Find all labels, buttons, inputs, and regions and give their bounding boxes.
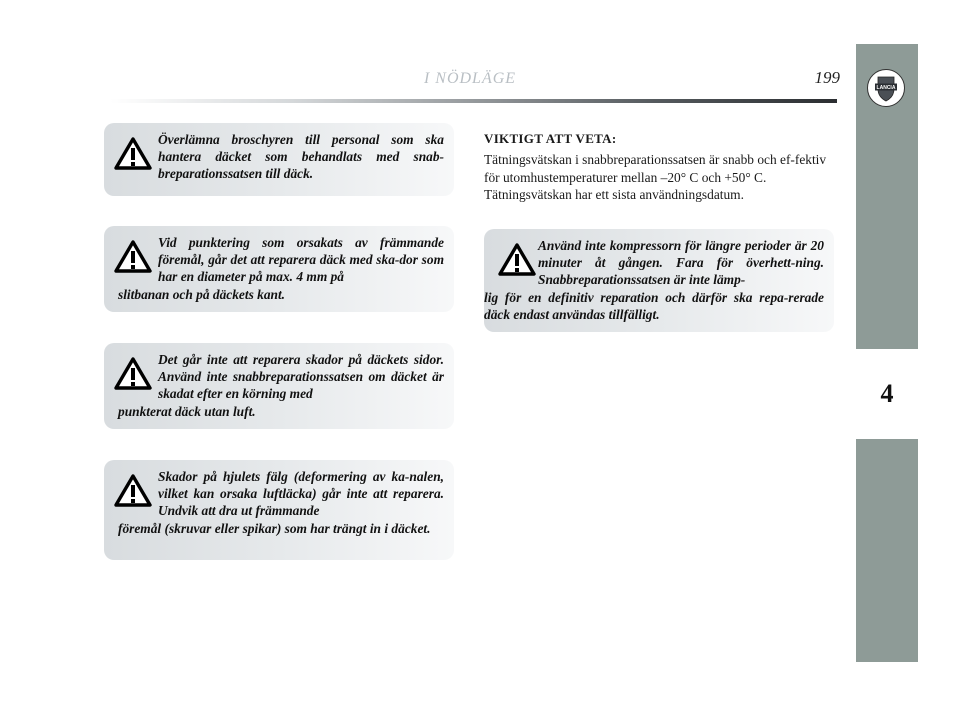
warning-text: Skador på hjulets fälg (deformering av ka-nalen, vilket kan orsaka luftläcka) går inte att reparera. Undvik att dra ut främmande bbox=[158, 469, 444, 519]
warning-box bbox=[104, 123, 454, 196]
warning-box bbox=[484, 229, 834, 332]
section-heading: VIKTIGT ATT VETA: bbox=[484, 131, 617, 146]
warning-triangle-icon bbox=[114, 137, 152, 171]
chapter-number: 4 bbox=[880, 379, 894, 408]
warning-text: Vid punktering som orsakats av främmande föremål, går det att reparera däck med ska-dor som har en diameter på max. 4 mm på bbox=[158, 235, 444, 285]
warning-triangle-icon bbox=[114, 357, 152, 391]
header-rule bbox=[110, 99, 837, 103]
warning-text-continued: föremål (skruvar eller spikar) som har trängt in i däcket. bbox=[118, 520, 431, 536]
warning-text-continued: slitbanan och på däckets kant. bbox=[118, 286, 286, 302]
warning-triangle-icon bbox=[114, 474, 152, 508]
warning-text: Det går inte att reparera skador på däckets sidor. Använd inte snabbreparationssatsen om däcket är skadat efter en körning med bbox=[158, 352, 444, 402]
warning-text-continued: punkterat däck utan luft. bbox=[118, 403, 256, 419]
lancia-shield-icon bbox=[866, 68, 906, 108]
side-tab-strip bbox=[856, 44, 918, 662]
warning-triangle-icon bbox=[114, 240, 152, 274]
warning-box bbox=[104, 226, 454, 312]
logo-text: LANCIA bbox=[876, 85, 896, 91]
warning-box bbox=[104, 343, 454, 429]
warning-text-continued: lig för en definitiv reparation och därför ska repa-rerade däck endast användas tillfälligt. bbox=[484, 289, 824, 322]
chapter-tab bbox=[856, 352, 918, 436]
chapter-title: I NÖDLÄGE bbox=[423, 70, 517, 87]
section-body-text: Tätningsvätskan i snabbreparationssatsen är snabb och ef-fektiv för utomhustemperaturer mellan –20° C och +50° C. Tätningsvätskan har ett sista användningsdatum. bbox=[484, 152, 827, 203]
warning-triangle-icon bbox=[498, 243, 536, 277]
side-tab-divider bbox=[856, 436, 918, 439]
warning-text: Överlämna broschyren till personal som ska hantera däcket som behandlats med snab-breparationssatsen till däck. bbox=[158, 132, 444, 182]
page-number: 199 bbox=[814, 68, 840, 87]
warning-box bbox=[104, 460, 454, 560]
warning-text: Använd inte kompressorn för längre perioder är 20 minuter åt gången. Fara för överhett-ning. Snabbreparationssatsen är inte lämp- bbox=[538, 238, 824, 288]
